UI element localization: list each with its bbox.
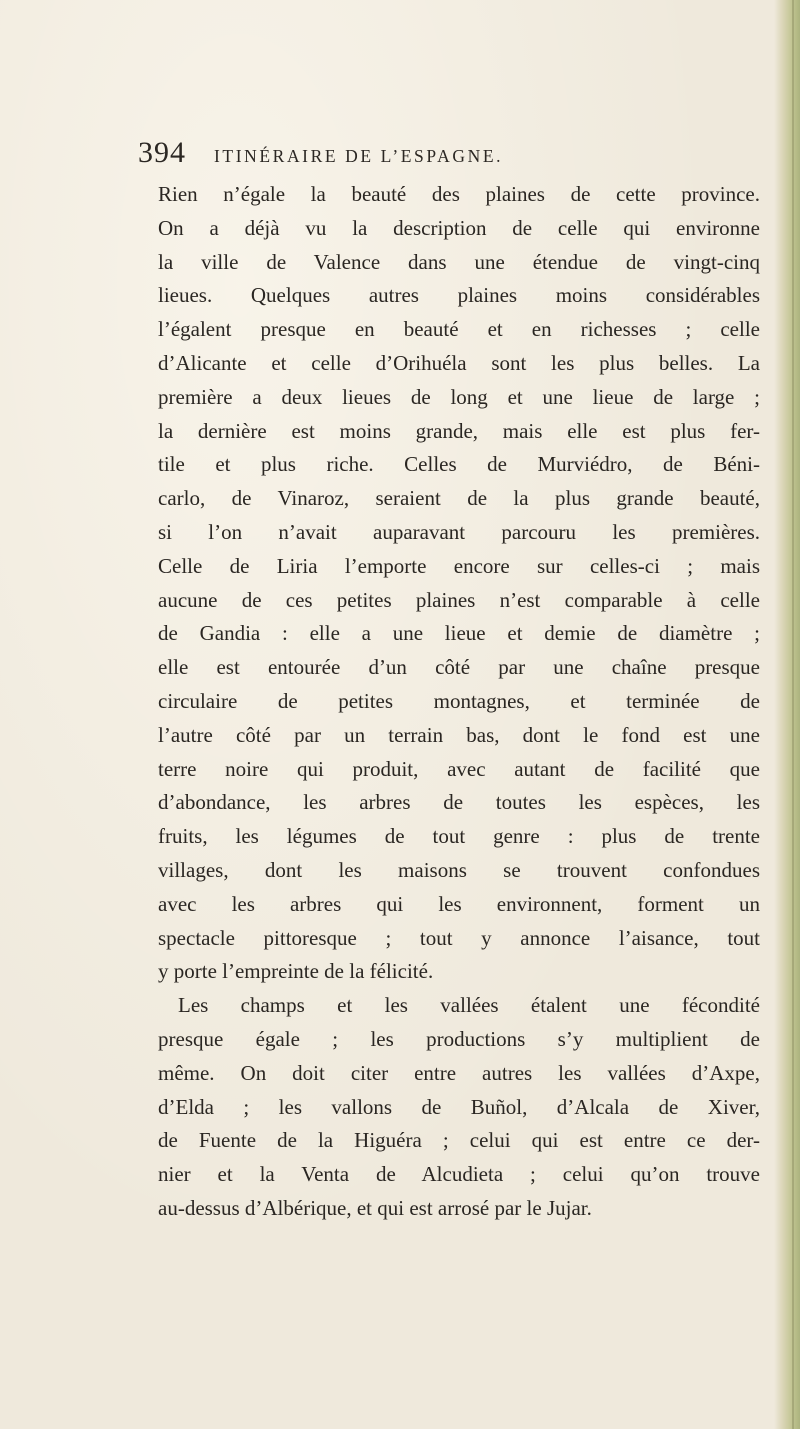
- text-line: la dernière est moins grande, mais elle est plus fer-: [158, 418, 760, 443]
- text-line: villages, dont les maisons se trouvent confondues: [158, 857, 760, 882]
- text-line: la ville de Valence dans une étendue de vingt-cinq: [158, 249, 760, 274]
- text-line: l’égalent presque en beauté et en richesses ; celle: [158, 317, 760, 342]
- text-line: au-dessus d’Albérique, et qui est arrosé par le Jujar.: [158, 1195, 592, 1220]
- text-line: d’abondance, les arbres de toutes les espèces, les: [158, 790, 760, 815]
- text-line: d’Alicante et celle d’Orihuéla sont les plus belles. La: [158, 350, 760, 375]
- text-line: lieues. Quelques autres plaines moins considérables: [158, 283, 760, 308]
- text-line: nier et la Venta de Alcudieta ; celui qu’on trouve: [158, 1162, 760, 1187]
- text-line: Les champs et les vallées étalent une fécondité: [178, 993, 760, 1018]
- text-line: de Gandia : elle a une lieue et demie de diamètre ;: [158, 621, 760, 646]
- text-line: presque égale ; les productions s’y multiplient de: [158, 1026, 760, 1051]
- text-line: aucune de ces petites plaines n’est comparable à celle: [158, 587, 760, 612]
- running-header: [138, 136, 778, 170]
- text-line: fruits, les légumes de tout genre : plus de trente: [158, 824, 760, 849]
- text-line: Rien n’égale la beauté des plaines de cette province.: [158, 182, 760, 206]
- page-edge-line: [792, 0, 794, 1429]
- text-line: tile et plus riche. Celles de Murviédro, de Béni-: [158, 452, 760, 477]
- text-line: elle est entourée d’un côté par une chaîne presque: [158, 655, 760, 680]
- text-line: carlo, de Vinaroz, seraient de la plus grande beauté,: [158, 486, 760, 511]
- text-line: de Fuente de la Higuéra ; celui qui est entre ce der-: [158, 1128, 760, 1153]
- page-number: 394: [138, 136, 186, 169]
- text-line: d’Elda ; les vallons de Buñol, d’Alcala de Xiver,: [158, 1094, 760, 1119]
- body-text: [158, 178, 760, 1226]
- text-line: l’autre côté par un terrain bas, dont le fond est une: [158, 722, 760, 747]
- page-edge-shadow: [774, 0, 800, 1429]
- text-line: même. On doit citer entre autres les vallées d’Axpe,: [158, 1060, 760, 1085]
- text-line: terre noire qui produit, avec autant de facilité que: [158, 756, 760, 781]
- paragraph-2: [158, 989, 760, 1226]
- text-line: spectacle pittoresque ; tout y annonce l’aisance, tout: [158, 925, 760, 950]
- text-line: première a deux lieues de long et une lieue de large ;: [158, 384, 760, 409]
- text-line: avec les arbres qui les environnent, forment un: [158, 891, 760, 916]
- running-title: ITINÉRAIRE DE L’ESPAGNE.: [214, 146, 504, 166]
- paragraph-1: [158, 178, 760, 989]
- text-line: circulaire de petites montagnes, et terminée de: [158, 688, 760, 713]
- text-line: Celle de Liria l’emporte encore sur celles-ci ; mais: [158, 553, 760, 578]
- text-line: si l’on n’avait auparavant parcouru les premières.: [158, 519, 760, 544]
- text-line: On a déjà vu la description de celle qui environne: [158, 215, 760, 240]
- text-line: y porte l’empreinte de la félicité.: [158, 959, 434, 984]
